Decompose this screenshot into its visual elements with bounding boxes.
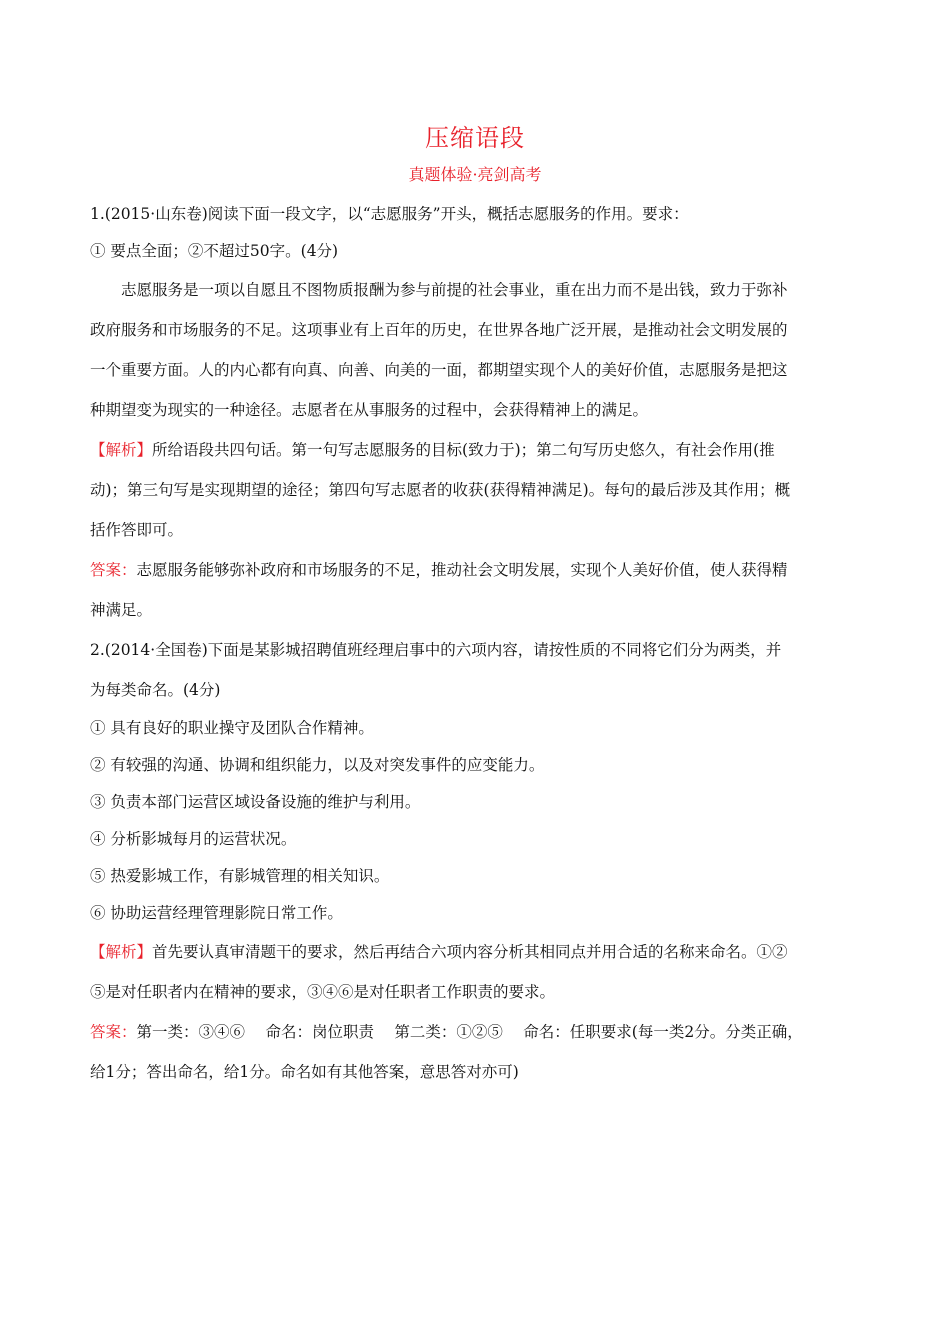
q2-analysis-label: 【解析】 [90,943,153,961]
q1-answer-line: 神满足。 [90,601,153,619]
document-body [90,196,860,1092]
q2-answer-line: 给1分；答出命名，给1分。命名如有其他答案，意思答对亦可) [90,1063,519,1081]
q2-answer-label: 答案： [90,1023,137,1041]
q1-question-line: 1.(2015·山东卷)阅读下面一段文字，以“志愿服务”开头，概括志愿服务的作用。要求： [90,205,689,223]
q2-item: ② 有较强的沟通、协调和组织能力，以及对突发事件的应变能力。 [90,756,545,774]
q1-requirements-line: ① 要点全面；②不超过50字。(4分) [90,242,339,260]
q1-analysis-line [90,430,860,470]
q1-answer-line [90,550,860,590]
document-title: 压缩语段 [425,124,525,152]
q1-answer-label: 答案： [90,561,137,579]
q1-passage-line: 政府服务和市场服务的不足。这项事业有上百年的历史，在世界各地广泛开展，是推动社会文明发展的 [90,321,788,339]
q2-item: ④ 分析影城每月的运营状况。 [90,830,297,848]
q2-question-line: 为每类命名。(4分) [90,681,221,699]
q1-passage-line: 一个重要方面。人的内心都有向真、向善、向美的一面，都期望实现个人的美好价值，志愿服务是把这 [90,361,788,379]
q2-analysis-text: 首先要认真审清题干的要求，然后再结合六项内容分析其相同点并用合适的名称来命名。①② [152,943,788,961]
q2-analysis-line: ⑤是对任职者内在精神的要求，③④⑥是对任职者工作职责的要求。 [90,983,556,1001]
q1-passage-line: 种期望变为现实的一种途径。志愿者在从事服务的过程中，会获得精神上的满足。 [90,401,649,419]
q2-answer-text: 第一类：③④⑥ 命名：岗位职责 第二类：①②⑤ 命名：任职要求(每一类2分。分类正确， [136,1023,803,1041]
q1-analysis-line: 括作答即可。 [90,521,184,539]
q2-answer-line [90,1012,860,1052]
q1-answer-text: 志愿服务能够弥补政府和市场服务的不足，推动社会文明发展，实现个人美好价值，使人获得精 [136,561,788,579]
q2-item: ③ 负责本部门运营区域设备设施的维护与利用。 [90,793,421,811]
q2-question-line: 2.(2014·全国卷)下面是某影城招聘值班经理启事中的六项内容，请按性质的不同将它们分为两类，并 [90,641,782,659]
q1-analysis-text: 所给语段共四句话。第一句写志愿服务的目标(致力于)；第二句写历史悠久，有社会作用(推 [152,441,775,459]
q1-analysis-label: 【解析】 [90,441,153,459]
q2-item: ⑤ 热爱影城工作，有影城管理的相关知识。 [90,867,390,885]
q1-analysis-line: 动)；第三句写是实现期望的途径；第四句写志愿者的收获(获得精神满足)。每句的最后涉及其作用；概 [90,481,791,499]
q2-analysis-line [90,932,860,972]
q2-item: ⑥ 协助运营经理管理影院日常工作。 [90,904,343,922]
q2-item: ① 具有良好的职业操守及团队合作精神。 [90,719,374,737]
document-subtitle: 真题体验·亮剑高考 [408,165,542,184]
q1-passage-line: 志愿服务是一项以自愿且不图物质报酬为参与前提的社会事业，重在出力而不是出钱，致力于弥补 [121,281,788,299]
